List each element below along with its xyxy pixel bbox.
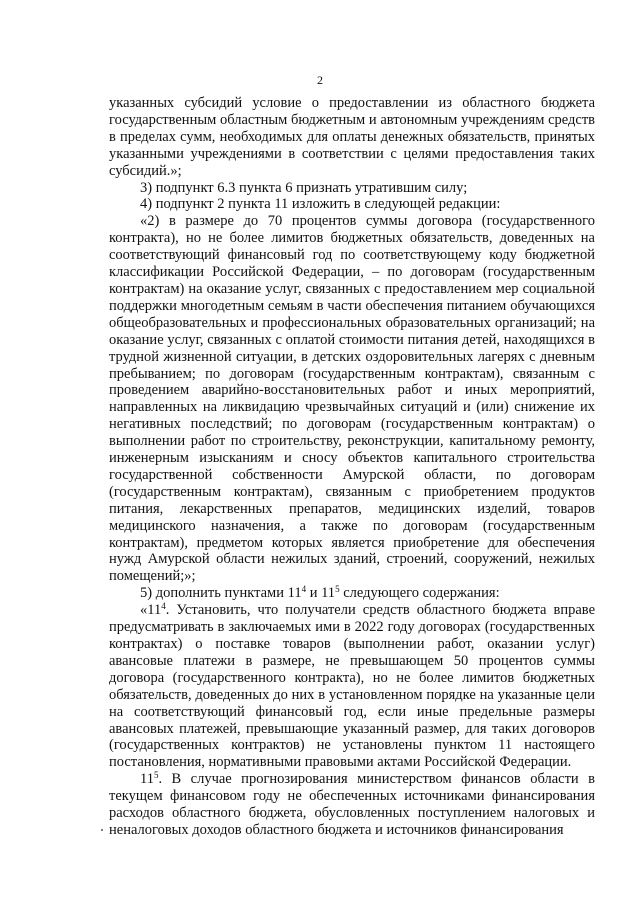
paragraph-point-11-5 [109, 771, 595, 839]
point-11-5-number: 11 [140, 771, 154, 788]
point-11-5-text: . В случае прогнозирования министерством финансов области в текущем финансовом году не обеспеченных источниками финансирования расходов областного бюджета, обусловленных поступлением налоговых и неналоговых доходов областного бюджета и источников финансирования [109, 771, 595, 838]
superscript-4: 4 [301, 584, 307, 595]
paragraph-point-11-4 [109, 602, 595, 771]
scan-speck [101, 829, 103, 831]
point-11-4-text: . Установить, что получатели средств областного бюджета вправе предусматривать в заключаемых ими в 2022 году договорах (государственных контрактах) о поставке товаров (выполнении работ, оказании услуг) авансовые платежи в размере, не превышающем 50 процентов суммы договора (государственного контракта), но не более лимитов бюджетных обязательств, доведенных до них в установленном порядке на указанные цели на соответствующий финансовый год, если иные предельные размеры авансовых платежей, превышающие указанный размер, для таких договоров (государственных контрактов) не установлены пунктом 11 настоящего постановления, нормативными правовыми актами Российской Федерации. [109, 602, 595, 771]
paragraph-item-5 [109, 585, 595, 602]
paragraph-subsidies-end: указанных субсидий условие о предоставлении из областного бюджета государственным областным бюджетным и автономным учреждениям средств в пределах сумм, необходимых для оплаты денежных обязательств, принятых указанными учреждениями в соответствии с целями предоставления таких субсидий.»; [109, 95, 595, 179]
superscript-5: 5 [335, 584, 340, 595]
paragraph-item-5-post: следующего содержания: [339, 585, 500, 602]
point-11-4-number: «11 [140, 602, 162, 619]
page-number: 2 [317, 73, 323, 87]
paragraph-item-5-mid: и 11 [306, 585, 336, 602]
superscript-5: 5 [153, 770, 159, 781]
document-body [109, 95, 595, 839]
paragraph-item-4: 4) подпункт 2 пункта 11 изложить в следующей редакции: [140, 196, 501, 213]
paragraph-item-5-pre: 5) дополнить пунктами 11 [140, 585, 302, 602]
paragraph-subpoint-2-text: «2) в размере до 70 процентов суммы договора (государственного контракта), но не более лимитов бюджетных обязательств, доведенных на соответствующий финансовый год по соответствующему коду бюджетной классификации Российской Федерации, – по договорам (государственным контрактам) на оказание услуг, связанных с предоставлением мер социальной поддержки многодетным семьям в части обеспечения питанием обучающихся общеобразовательных и профессиональных образовательных организаций; на оказание услуг, связанных с оплатой стоимости питания детей, находящихся в трудной жизненной ситуации, в детских оздоровительных лагерях с дневным пребыванием; по договорам (государственным контрактам), связанным с проведением аварийно-восстановительных работ и иных мероприятий, направленных на ликвидацию чрезвычайных ситуаций и (или) снижение их негативных последствий; по договорам (государственным контрактам) о выполнении работ по строительству, реконструкции, капитальному ремонту, инженерным изысканиям и сносу объектов капитального строительства государственной собственности Амурской области, по договорам (государственным контрактам), связанным с приобретением продуктов питания, лекарственных препаратов, медицинских изделий, товаров медицинского назначения, а также по договорам (государственным контрактам), предметом которых является приобретение для обеспечения нужд Амурской области нежилых зданий, строений, сооружений, нежилых помещений;»; [109, 213, 595, 585]
superscript-4: 4 [161, 601, 166, 612]
paragraph-item-3: 3) подпункт 6.3 пункта 6 признать утратившим силу; [140, 179, 468, 196]
